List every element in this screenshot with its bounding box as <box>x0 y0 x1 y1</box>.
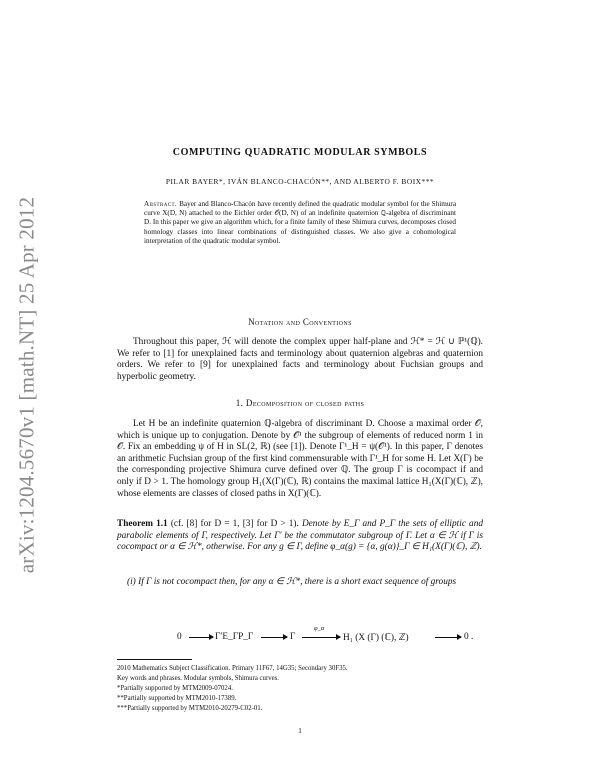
abstract <box>144 200 456 246</box>
seq-zero-right: 0 . <box>464 632 474 642</box>
notation-heading: Notation and Conventions <box>248 317 352 327</box>
footnote-rule <box>117 659 192 660</box>
seq-arrow-3 <box>302 637 340 638</box>
theorem-body: Denote by E_Γ and P_Γ the sets of elliptic and parabolic elements of Γ, respectively. Let Γ′ be the commutator subgroup of Γ. Let α ∈ ℋ if Γ is cocompact or α ∈ ℋ*, otherwise. For any g ∈ Γ, define φ_α(g) = {α, g(α)}_Γ ∈ H₁(X(Γ)(ℂ), ℤ). <box>117 519 484 553</box>
theorem-cite: (cf. [8] for D = 1, [3] for D > 1). <box>170 519 299 529</box>
page-number: 1 <box>298 726 302 735</box>
theorem-1-1 <box>117 519 483 554</box>
paper-title: COMPUTING QUADRATIC MODULAR SYMBOLS <box>172 147 428 158</box>
section1-heading: 1. Decomposition of closed paths <box>235 398 365 408</box>
footnote-2: **Partially supported by MTM2010-17389. <box>117 695 237 702</box>
exact-sequence <box>117 625 483 646</box>
footnote-1: *Partially supported by MTM2009-07024. <box>117 685 233 692</box>
footnote-3: ***Partially supported by MTM2010-20279-C02-01. <box>117 705 263 712</box>
footnote-msc: 2010 Mathematics Subject Classification. Primary 11F67, 14G35; Secondary 30F35. <box>117 665 348 672</box>
abstract-label: Abstract. <box>144 200 178 208</box>
section1-paragraph: Let H be an indefinite quaternion ℚ-algebra of discriminant D. Choose a maximal order 𝒪, which is unique up to conjugation. Denote by 𝒪¹ the subgroup of elements of reduced norm 1 in 𝒪. Fix an embedding ψ of H in SL(2, ℝ) (see [1]). Denote Γ¹_H = ψ(𝒪¹). In this paper, Γ denotes an arithmetic Fuchsian group of the first kind commensurable with Γ¹_H for some H. Let X(Γ) be the corresponding projective Shimura curve defined over ℚ. The group Γ is cocompact if and only if D > 1. The homology group H₁(X(Γ)(ℂ), ℝ) contains the maximal lattice H₁(X(Γ)(ℂ), ℤ), whose elements are classes of closed paths in X(Γ)(ℂ). <box>117 419 483 499</box>
seq-group-a: Γ′E_ΓP_Γ <box>215 632 254 642</box>
theorem-item-i: (i) If Γ is not cocompact then, for any α ∈ ℋ*, there is a short exact sequence of groups <box>127 577 457 587</box>
seq-arrow-2 <box>261 637 287 638</box>
seq-arrow-1 <box>189 637 213 638</box>
footnote-keywords: Key words and phrases. Modular symbols, Shimura curves. <box>117 675 279 682</box>
arxiv-stamp <box>10 196 44 574</box>
arxiv-stamp-text: arXiv:1204.5670v1 [math.NT] 25 Apr 2012 <box>14 196 39 574</box>
paper-authors: PILAR BAYER*, IVÁN BLANCO-CHACÓN**, AND ALBERTO F. BOIX*** <box>165 177 435 186</box>
seq-group-b: Γ <box>290 632 296 642</box>
seq-zero-left: 0 <box>177 632 182 642</box>
seq-map-label: φ_α <box>314 625 325 632</box>
notation-paragraph: Throughout this paper, ℋ will denote the complex upper half-plane and ℋ* = ℋ ∪ ℙ¹(ℚ). We refer to [1] for unexplained facts and terminology about quaternion algebras and quaternion orders. We refer to [9] for unexplained facts and terminology about Fuchsian groups and hyperbolic geometry. <box>117 337 483 382</box>
seq-arrow-4 <box>435 637 461 638</box>
seq-group-c: H₁ (X (Γ) (ℂ), ℤ) <box>343 633 409 643</box>
abstract-text: Bayer and Blanco-Chacón have recently defined the quadratic modular symbol for the Shimura curve X(D, N) attached to the Eichler order 𝒪(D, N) of an indefinite quaternion ℚ-algebra of discriminant D. In this paper we give an algorithm which, for a finite family of these Shimura curves, decomposes closed homology classes into linear combinations of distinguished classes. We also give a cohomological interpretation of the quadratic modular symbol. <box>144 200 457 245</box>
theorem-head: Theorem 1.1 <box>117 519 168 529</box>
